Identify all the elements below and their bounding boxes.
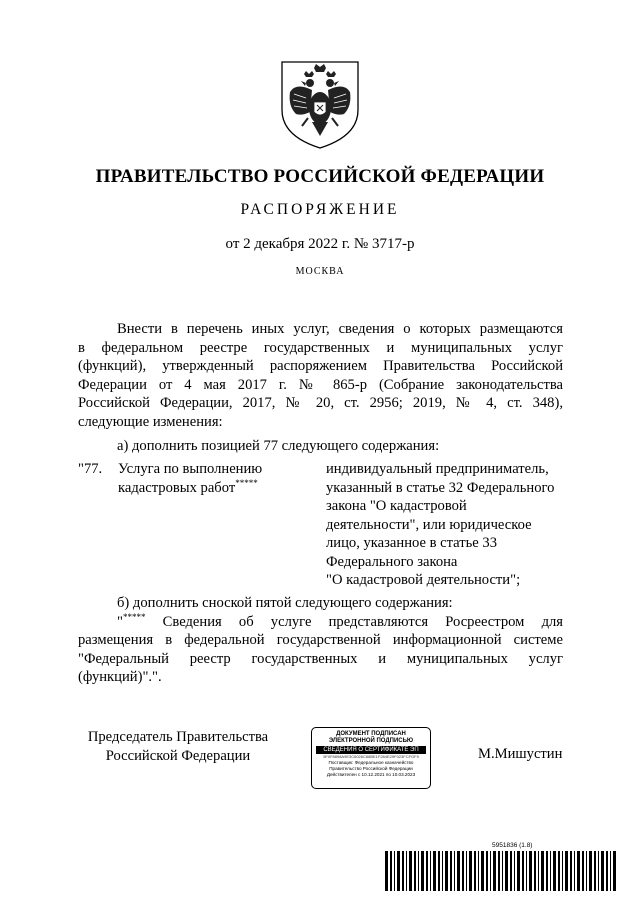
performer-line-5: лицо, указанное в статье 33 xyxy=(326,535,498,551)
intro-line-5: Российской Федерации, 2017, № 20, ст. 2956; 2019, № 4, ст. 348), xyxy=(78,395,563,411)
performer-line-4: деятельности", или юридическое xyxy=(326,516,532,533)
item-b: б) дополнить сноской пятой следующего содержания: xyxy=(117,595,453,611)
intro-line-4: Федерации от 4 мая 2017 г. № 865-р (Собрание законодательства xyxy=(78,376,563,393)
intro-line-1: Внести в перечень иных услуг, сведения о которых размещаются xyxy=(117,321,563,337)
position-number: "77. xyxy=(78,461,103,477)
signatory-name: М.Мишустин xyxy=(478,746,563,762)
electronic-signature-stamp xyxy=(311,727,431,789)
document-type: РАСПОРЯЖЕНИЕ xyxy=(240,201,400,218)
footnote-line-4: (функций)".". xyxy=(78,669,162,685)
item-a: а) дополнить позицией 77 следующего содержания: xyxy=(117,438,440,454)
document-date-number: от 2 декабря 2022 г. № 3717-р xyxy=(225,236,415,252)
signatory-position-line-1: Председатель Правительства xyxy=(87,729,269,745)
intro-line-6: следующие изменения: xyxy=(78,413,223,430)
footnote-text-1: Сведения об услуге представляются Росреестром для xyxy=(145,613,563,630)
barcode-icon xyxy=(385,851,617,891)
stamp-header: СВЕДЕНИЯ О СЕРТИФИКАТЕ ЭП xyxy=(316,746,426,754)
performer-description xyxy=(326,460,566,590)
performer-line-7: "О кадастровой деятельности"; xyxy=(326,572,521,588)
performer-line-1: индивидуальный предприниматель, xyxy=(326,461,549,477)
performer-line-2: указанный в статье 32 Федерального xyxy=(326,479,555,496)
intro-line-3: (функций), утвержденный распоряжением Правительства Российской xyxy=(78,358,563,374)
footnote-mark: ***** xyxy=(235,477,258,488)
intro-line-2: в федеральном реестре государственных и муниципальных услуг xyxy=(78,339,563,356)
stamp-validity: Действителен с 10.12.2021 по 10.03.2023 xyxy=(326,772,416,777)
service-name xyxy=(118,460,308,497)
government-title: ПРАВИТЕЛЬСТВО РОССИЙСКОЙ ФЕДЕРАЦИИ xyxy=(95,166,545,187)
footnote-line-3: "Федеральный реестр государственных и муниципальных услуг xyxy=(78,650,563,667)
footnote-open-quote: " xyxy=(117,613,123,630)
document-city: МОСКВА xyxy=(295,266,345,277)
footnote-mark-2: ***** xyxy=(122,611,146,622)
barcode-caption: 5951836 (1.8) xyxy=(492,842,533,849)
performer-line-6: Федерального закона xyxy=(326,553,458,570)
stamp-line-2: ЭЛЕКТРОННОЙ ПОДПИСЬЮ xyxy=(328,738,414,744)
signatory-position-line-2: Российской Федерации xyxy=(105,748,251,764)
coat-of-arms-icon xyxy=(276,58,364,150)
stamp-serial: 5F0F8898A9E3C6026C68BE1F284E29F023FCFGF9 xyxy=(323,754,419,759)
stamp-issuer-line-1: Поставщик: Федеральное казначейство xyxy=(328,760,414,765)
signatory-position xyxy=(78,728,278,766)
stamp-issuer-line-2: Правительство Российской Федерации xyxy=(329,766,413,771)
footnote-line-2: размещения в федеральной государственной информационной системе xyxy=(78,632,563,648)
performer-line-3: закона "О кадастровой xyxy=(326,498,467,514)
service-name-line-1: Услуга по выполнению xyxy=(118,461,263,477)
service-name-text: кадастровых работ xyxy=(118,479,236,496)
service-name-line-2 xyxy=(118,479,308,498)
footnote-line-1 xyxy=(117,613,563,632)
stamp-line-1: ДОКУМЕНТ ПОДПИСАН xyxy=(336,731,406,737)
